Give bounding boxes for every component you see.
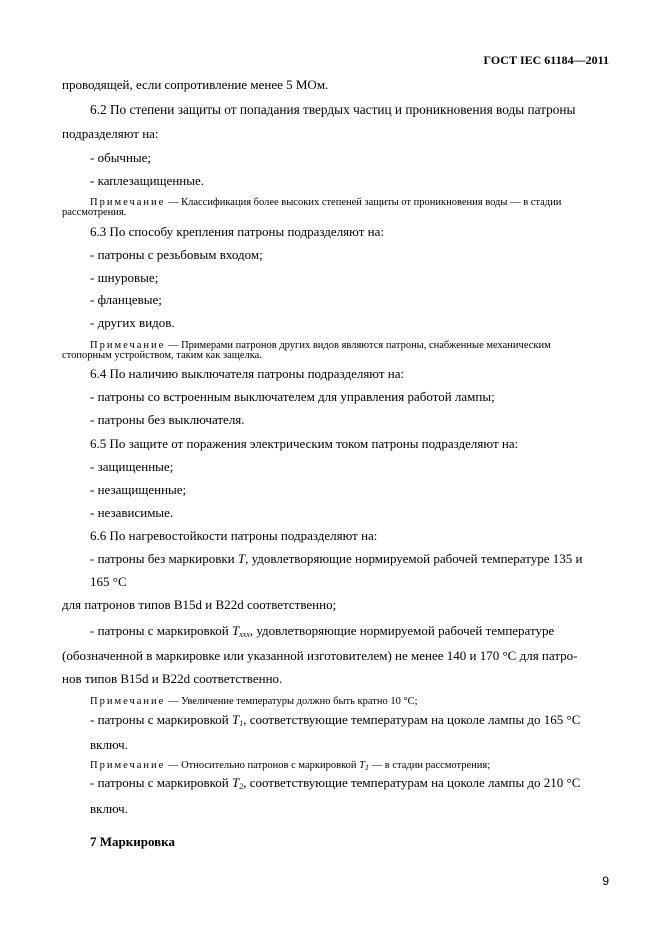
text-fragment: , соответствующие температурам на цоколе лампы до 210 °C bbox=[243, 775, 581, 790]
note-text: — Относительно патронов с маркировкой bbox=[165, 760, 360, 771]
text-fragment: , удовлетворяющие нормируемой рабочей температуре 135 и bbox=[245, 551, 583, 566]
symbol-t: T bbox=[231, 712, 240, 727]
text-line: 165 °C bbox=[90, 574, 127, 589]
note-text: — Классификация более высоких степеней защиты от проникновения воды — в стадии bbox=[165, 197, 562, 208]
note-text: — в стадии рассмотрения; bbox=[368, 760, 491, 771]
note-label: Примечание bbox=[90, 340, 166, 351]
note-text: — Увеличение температуры должно быть кратно 10 °C; bbox=[165, 696, 418, 707]
list-item bbox=[90, 775, 580, 795]
note-text: стопорным устройством, таким как защелка. bbox=[62, 350, 262, 361]
list-item bbox=[90, 623, 554, 643]
list-item bbox=[90, 712, 580, 732]
clause-6-3: 6.3 По способу крепления патроны подразделяют на: bbox=[90, 224, 384, 239]
text-fragment: - патроны с маркировкой bbox=[90, 623, 232, 638]
note bbox=[90, 696, 418, 708]
list-item: - независимые. bbox=[90, 505, 174, 520]
document-header: ГОСТ IEC 61184—2011 bbox=[483, 53, 609, 67]
list-item bbox=[90, 551, 582, 567]
list-item: - каплезащищенные. bbox=[90, 173, 204, 188]
symbol-t: T bbox=[231, 623, 240, 638]
clause-6-4: 6.4 По наличию выключателя патроны подразделяют на: bbox=[90, 366, 405, 381]
symbol-t: T bbox=[359, 760, 365, 771]
clause-6-5: 6.5 По защите от поражения электрическим током патроны подразделяют на: bbox=[90, 436, 519, 451]
text-fragment: , удовлетворяющие нормируемой рабочей температуре bbox=[249, 623, 555, 638]
subscript: 1 bbox=[239, 719, 244, 728]
clause-6-2: 6.2 По степени защиты от попадания твердых частиц и проникновения воды патроны bbox=[90, 102, 576, 117]
text-line: проводящей, если сопротивление менее 5 МОм. bbox=[62, 77, 329, 92]
section-heading: 7 Маркировка bbox=[90, 834, 175, 849]
list-item: - патроны с резьбовым входом; bbox=[90, 247, 263, 262]
text-fragment: - патроны без маркировки bbox=[90, 551, 238, 566]
text-fragment: , соответствующие температурам на цоколе лампы до 165 °C bbox=[243, 712, 581, 727]
list-item: - других видов. bbox=[90, 315, 175, 330]
note-text: рассмотрения. bbox=[62, 207, 127, 218]
text-line: (обозначенной в маркировке или указанной изготовителем) не менее 140 и 170 °C для патро- bbox=[62, 648, 578, 663]
text-line: включ. bbox=[90, 737, 128, 752]
list-item: - фланцевые; bbox=[90, 292, 162, 307]
text-fragment: - патроны с маркировкой bbox=[90, 775, 232, 790]
clause-6-6: 6.6 По нагревостойкости патроны подразделяют на: bbox=[90, 528, 378, 543]
note bbox=[90, 760, 490, 774]
text-line: подразделяют на: bbox=[62, 126, 159, 141]
subscript: 1 bbox=[364, 763, 369, 772]
text-line: включ. bbox=[90, 801, 128, 816]
text-line: нов типов B15d и B22d соответственно. bbox=[62, 671, 283, 686]
list-item: - незащищенные; bbox=[90, 482, 187, 497]
note-label: Примечание bbox=[90, 696, 166, 707]
list-item: - шнуровые; bbox=[90, 270, 159, 285]
symbol-t: T bbox=[237, 551, 246, 566]
symbol-t: T bbox=[231, 775, 240, 790]
list-item: - патроны со встроенным выключателем для управления работой лампы; bbox=[90, 389, 495, 404]
page-number: 9 bbox=[602, 874, 609, 888]
note-label: Примечание bbox=[90, 760, 166, 771]
subscript: 2 bbox=[239, 782, 244, 791]
text-line: для патронов типов B15d и B22d соответственно; bbox=[62, 597, 337, 612]
text-fragment: - патроны с маркировкой bbox=[90, 712, 232, 727]
note-text: — Примерами патронов других видов являются патроны, снабженные механическим bbox=[165, 340, 551, 351]
list-item: - патроны без выключателя. bbox=[90, 412, 245, 427]
list-item: - защищенные; bbox=[90, 459, 174, 474]
note bbox=[90, 197, 561, 209]
subscript: xxx bbox=[239, 630, 250, 639]
list-item: - обычные; bbox=[90, 150, 152, 165]
note-label: Примечание bbox=[90, 197, 166, 208]
